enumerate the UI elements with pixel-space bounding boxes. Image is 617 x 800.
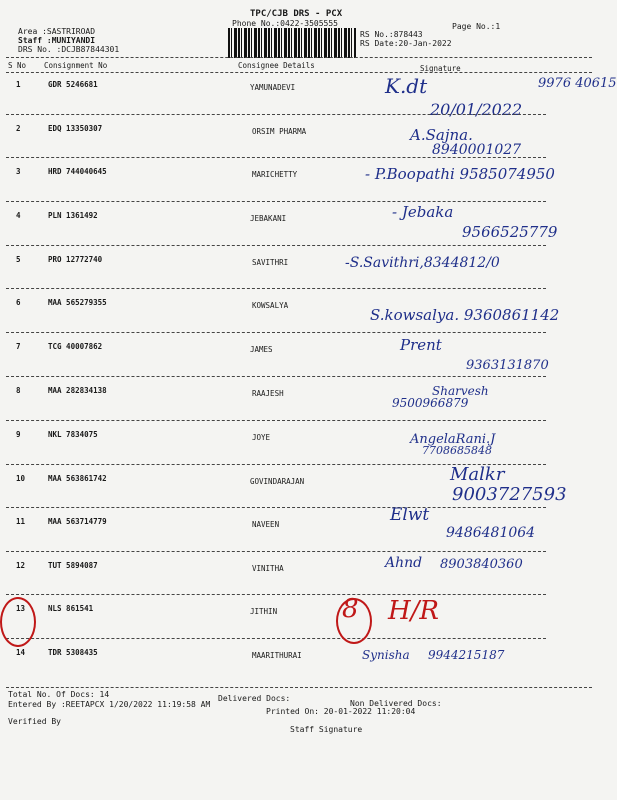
row-sno: 12 bbox=[16, 561, 26, 570]
signature-text: 9003727593 bbox=[452, 484, 567, 505]
consignee-name: NAVEEN bbox=[252, 520, 280, 529]
staff-signature: Staff Signature bbox=[290, 725, 363, 734]
consignment-number: EDQ 13350307 bbox=[48, 124, 103, 133]
signature-text: K.dt bbox=[385, 74, 428, 98]
row-divider bbox=[6, 376, 546, 377]
column-consignee: Consignee Details bbox=[238, 61, 315, 70]
drs-number: DRS No. :DCJB87844301 bbox=[18, 45, 120, 54]
signature-text: -S.Savithri,8344812/0 bbox=[345, 255, 500, 271]
verified-by: Verified By bbox=[8, 717, 61, 726]
row-sno: 11 bbox=[16, 517, 26, 526]
consignment-number: MAA 282834138 bbox=[48, 386, 107, 395]
consignee-name: RAAJESH bbox=[252, 389, 284, 398]
signature-text: 8940001027 bbox=[432, 142, 522, 158]
printed-on: Printed On: 20-01-2022 11:20:04 bbox=[266, 707, 416, 716]
row-divider bbox=[6, 114, 546, 115]
signature-text: Synisha bbox=[362, 648, 410, 662]
consignee-name: MAARITHURAI bbox=[252, 651, 302, 660]
row-sno: 14 bbox=[16, 648, 26, 657]
area-label: Area :SASTRIROAD bbox=[18, 27, 96, 36]
consignee-name: SAVITHRI bbox=[252, 258, 289, 267]
consignment-number: PLN 1361492 bbox=[48, 211, 98, 220]
consignment-number: GDR 5246681 bbox=[48, 80, 98, 89]
consignment-number: TUT 5894087 bbox=[48, 561, 98, 570]
row-divider bbox=[6, 638, 546, 639]
row-divider bbox=[6, 594, 546, 595]
row-sno: 7 bbox=[16, 342, 21, 351]
signature-text: 20/01/2022 bbox=[430, 100, 523, 119]
signature-text: - P.Boopathi 9585074950 bbox=[365, 165, 555, 183]
total-docs: Total No. Of Docs: 14 bbox=[8, 690, 110, 699]
footer-divider bbox=[6, 687, 592, 688]
barcode bbox=[228, 28, 356, 58]
signature-text: A.Sajna. bbox=[410, 126, 473, 144]
consignee-name: YAMUNADEVI bbox=[250, 83, 296, 92]
signature-text: Elwt bbox=[390, 505, 430, 525]
signature-text: Sharvesh bbox=[432, 384, 489, 398]
column-signature: Signature bbox=[420, 64, 461, 73]
signature-text: Prent bbox=[400, 336, 442, 354]
non-delivered-docs: Non Delivered Docs: bbox=[350, 699, 442, 708]
consignment-number: MAA 563861742 bbox=[48, 474, 107, 483]
signature-text: S.kowsalya. 9360861142 bbox=[370, 306, 560, 324]
consignee-name: GOVINDARAJAN bbox=[250, 477, 305, 486]
row-divider bbox=[6, 201, 546, 202]
row-divider bbox=[6, 245, 546, 246]
signature-text: 9944215187 bbox=[428, 648, 505, 662]
consignment-number: NKL 7834075 bbox=[48, 430, 98, 439]
row-sno: 6 bbox=[16, 298, 21, 307]
consignee-name: JITHIN bbox=[250, 607, 278, 616]
rs-date: RS Date:20-Jan-2022 bbox=[360, 39, 452, 48]
rs-number: RS No.:878443 bbox=[360, 30, 423, 39]
column-consignment: Consignment No bbox=[44, 61, 108, 70]
signature-text: Malkr bbox=[450, 464, 505, 485]
row-divider bbox=[6, 157, 546, 158]
consignee-name: JOYE bbox=[252, 433, 271, 442]
phone-number: Phone No.:0422-3505555 bbox=[232, 19, 338, 28]
row-sno: 2 bbox=[16, 124, 21, 133]
row-sno: 4 bbox=[16, 211, 21, 220]
signature-text: H/R bbox=[388, 596, 440, 626]
row-divider bbox=[6, 420, 546, 421]
signature-text: - Jebaka bbox=[392, 203, 454, 221]
document-title: TPC/CJB DRS - PCX bbox=[250, 9, 343, 19]
columns-divider bbox=[6, 72, 592, 73]
row-divider bbox=[6, 507, 546, 508]
row-divider bbox=[6, 551, 546, 552]
consignee-name: ORSIM PHARMA bbox=[252, 127, 307, 136]
signature-text: 7708685848 bbox=[422, 444, 492, 457]
consignee-name: JEBAKANI bbox=[250, 214, 287, 223]
column-sno: S No bbox=[8, 61, 27, 70]
row-sno: 9 bbox=[16, 430, 21, 439]
consignment-number: NLS 861541 bbox=[48, 604, 94, 613]
header-divider bbox=[6, 57, 592, 58]
consignee-name: MARICHETTY bbox=[252, 170, 298, 179]
signature-text: 8 bbox=[342, 594, 359, 624]
page-number: Page No.:1 bbox=[452, 22, 501, 31]
signature-text: 9500966879 bbox=[392, 396, 469, 410]
signature-text: 9566525779 bbox=[462, 223, 558, 241]
row-sno: 3 bbox=[16, 167, 21, 176]
row-sno: 8 bbox=[16, 386, 21, 395]
row-divider bbox=[6, 288, 546, 289]
signature-text: AngelaRani.J bbox=[410, 432, 496, 447]
signature-text: 9363131870 bbox=[466, 358, 549, 373]
row-sno: 10 bbox=[16, 474, 26, 483]
staff-label: Staff :MUNIYANDI bbox=[18, 36, 96, 45]
row-sno: 1 bbox=[16, 80, 21, 89]
consignment-number: MAA 563714779 bbox=[48, 517, 107, 526]
consignment-number: MAA 565279355 bbox=[48, 298, 107, 307]
consignee-name: KOWSALYA bbox=[252, 301, 289, 310]
row-sno: 13 bbox=[16, 604, 26, 613]
consignee-name: JAMES bbox=[250, 345, 273, 354]
consignment-number: TCG 40007862 bbox=[48, 342, 103, 351]
signature-text: Ahnd bbox=[385, 555, 423, 571]
signature-text: 9486481064 bbox=[446, 525, 536, 541]
consignment-number: PRO 12772740 bbox=[48, 255, 103, 264]
row-divider bbox=[6, 332, 546, 333]
row-13-circle-mark bbox=[0, 597, 36, 647]
row-13-number-circle bbox=[336, 598, 372, 644]
consignment-number: HRD 744040645 bbox=[48, 167, 107, 176]
delivered-docs: Delivered Docs: bbox=[218, 694, 291, 703]
signature-text: 9976 40615 bbox=[538, 76, 617, 91]
signature-text: 8903840360 bbox=[440, 557, 523, 572]
row-sno: 5 bbox=[16, 255, 21, 264]
consignment-number: TDR 5308435 bbox=[48, 648, 98, 657]
consignee-name: VINITHA bbox=[252, 564, 284, 573]
entered-by: Entered By :REETAPCX 1/20/2022 11:19:58 AM bbox=[8, 700, 211, 709]
